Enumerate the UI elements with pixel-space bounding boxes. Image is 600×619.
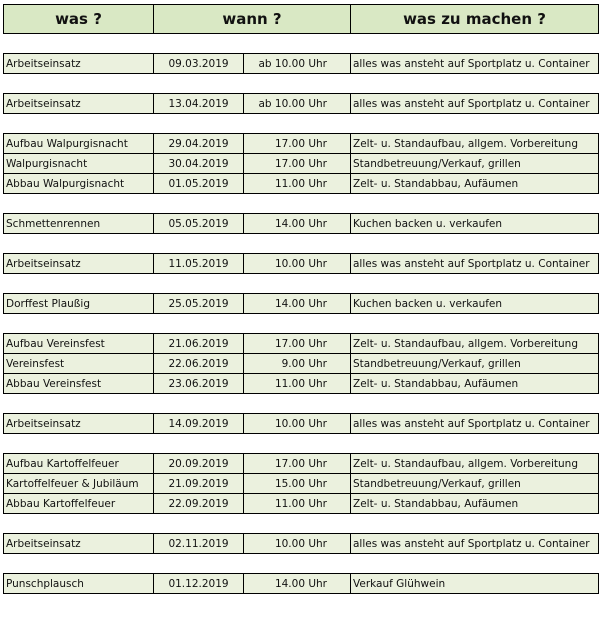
table-row <box>4 154 599 174</box>
empty-cell[interactable] <box>351 514 599 534</box>
cell-datum[interactable]: 22.06.2019 <box>154 354 244 374</box>
table-row <box>4 494 599 514</box>
empty-cell[interactable] <box>4 394 154 414</box>
table-row <box>4 254 599 274</box>
cell-was[interactable]: Punschplausch <box>4 574 154 594</box>
spacer-row <box>4 194 599 214</box>
table-row <box>4 574 599 594</box>
spacer-row <box>4 74 599 94</box>
cell-was[interactable]: Dorffest Plaußig <box>4 294 154 314</box>
table-row <box>4 534 599 554</box>
cell-datum[interactable]: 01.05.2019 <box>154 174 244 194</box>
empty-cell[interactable] <box>244 234 351 254</box>
header-was[interactable]: was ? <box>4 5 154 34</box>
empty-cell[interactable] <box>154 194 244 214</box>
empty-cell[interactable] <box>351 394 599 414</box>
header-row <box>4 5 599 34</box>
empty-cell[interactable] <box>4 114 154 134</box>
cell-aufgabe[interactable]: Zelt- u. Standaufbau, allgem. Vorbereitung <box>351 334 599 354</box>
empty-cell[interactable] <box>244 434 351 454</box>
cell-was[interactable]: Arbeitseinsatz <box>4 254 154 274</box>
cell-datum[interactable]: 22.09.2019 <box>154 494 244 514</box>
cell-datum[interactable]: 02.11.2019 <box>154 534 244 554</box>
cell-aufgabe[interactable]: alles was ansteht auf Sportplatz u. Container <box>351 414 599 434</box>
table-row <box>4 414 599 434</box>
empty-cell[interactable] <box>4 274 154 294</box>
cell-zeit[interactable]: 11.00 Uhr <box>244 174 351 194</box>
cell-zeit[interactable]: 17.00 Uhr <box>244 154 351 174</box>
empty-cell[interactable] <box>154 74 244 94</box>
empty-cell[interactable] <box>244 114 351 134</box>
table-row <box>4 354 599 374</box>
spacer-row <box>4 314 599 334</box>
empty-cell[interactable] <box>244 194 351 214</box>
cell-datum[interactable]: 11.05.2019 <box>154 254 244 274</box>
empty-cell[interactable] <box>154 394 244 414</box>
cell-aufgabe[interactable]: Standbetreuung/Verkauf, grillen <box>351 154 599 174</box>
cell-zeit[interactable]: ab 10.00 Uhr <box>244 54 351 74</box>
empty-cell[interactable] <box>154 234 244 254</box>
empty-cell[interactable] <box>351 434 599 454</box>
empty-cell[interactable] <box>4 434 154 454</box>
cell-was[interactable]: Aufbau Vereinsfest <box>4 334 154 354</box>
cell-datum[interactable]: 13.04.2019 <box>154 94 244 114</box>
cell-aufgabe[interactable]: Kuchen backen u. verkaufen <box>351 214 599 234</box>
cell-datum[interactable]: 30.04.2019 <box>154 154 244 174</box>
cell-aufgabe[interactable]: Zelt- u. Standaufbau, allgem. Vorbereitung <box>351 454 599 474</box>
cell-aufgabe[interactable]: Standbetreuung/Verkauf, grillen <box>351 354 599 374</box>
empty-cell[interactable] <box>154 34 244 54</box>
empty-cell[interactable] <box>244 554 351 574</box>
cell-aufgabe[interactable]: alles was ansteht auf Sportplatz u. Container <box>351 534 599 554</box>
spacer-row <box>4 114 599 134</box>
cell-aufgabe[interactable]: Zelt- u. Standabbau, Aufäumen <box>351 174 599 194</box>
cell-zeit[interactable]: 10.00 Uhr <box>244 414 351 434</box>
empty-cell[interactable] <box>154 554 244 574</box>
cell-was[interactable]: Vereinsfest <box>4 354 154 374</box>
cell-datum[interactable]: 29.04.2019 <box>154 134 244 154</box>
cell-was[interactable]: Walpurgisnacht <box>4 154 154 174</box>
empty-cell[interactable] <box>4 194 154 214</box>
empty-cell[interactable] <box>4 74 154 94</box>
empty-cell[interactable] <box>351 194 599 214</box>
cell-aufgabe[interactable]: Zelt- u. Standabbau, Aufäumen <box>351 374 599 394</box>
empty-cell[interactable] <box>244 34 351 54</box>
cell-aufgabe[interactable]: Zelt- u. Standabbau, Aufäumen <box>351 494 599 514</box>
table-row <box>4 374 599 394</box>
table-row <box>4 174 599 194</box>
table-row <box>4 54 599 74</box>
cell-zeit[interactable]: 9.00 Uhr <box>244 354 351 374</box>
cell-datum[interactable]: 14.09.2019 <box>154 414 244 434</box>
empty-cell[interactable] <box>154 514 244 534</box>
empty-cell[interactable] <box>351 34 599 54</box>
cell-zeit[interactable]: ab 10.00 Uhr <box>244 94 351 114</box>
cell-was[interactable]: Aufbau Kartoffelfeuer <box>4 454 154 474</box>
empty-cell[interactable] <box>154 274 244 294</box>
table-row <box>4 94 599 114</box>
cell-zeit[interactable]: 10.00 Uhr <box>244 254 351 274</box>
empty-cell[interactable] <box>4 554 154 574</box>
cell-was[interactable]: Aufbau Walpurgisnacht <box>4 134 154 154</box>
cell-datum[interactable]: 05.05.2019 <box>154 214 244 234</box>
header-was-zu-machen[interactable]: was zu machen ? <box>351 5 599 34</box>
cell-aufgabe[interactable]: alles was ansteht auf Sportplatz u. Container <box>351 254 599 274</box>
cell-was[interactable]: Arbeitseinsatz <box>4 414 154 434</box>
event-schedule-table <box>3 4 599 594</box>
spacer-row <box>4 274 599 294</box>
cell-zeit[interactable]: 14.00 Uhr <box>244 294 351 314</box>
cell-was[interactable]: Schmettenrennen <box>4 214 154 234</box>
cell-datum[interactable]: 09.03.2019 <box>154 54 244 74</box>
cell-zeit[interactable]: 11.00 Uhr <box>244 494 351 514</box>
cell-aufgabe[interactable]: alles was ansteht auf Sportplatz u. Container <box>351 94 599 114</box>
cell-zeit[interactable]: 15.00 Uhr <box>244 474 351 494</box>
table-row <box>4 214 599 234</box>
spacer-row <box>4 234 599 254</box>
cell-was[interactable]: Kartoffelfeuer & Jubiläum <box>4 474 154 494</box>
spacer-row <box>4 434 599 454</box>
cell-was[interactable]: Abbau Vereinsfest <box>4 374 154 394</box>
empty-cell[interactable] <box>154 114 244 134</box>
empty-cell[interactable] <box>351 554 599 574</box>
empty-cell[interactable] <box>351 114 599 134</box>
table-row <box>4 134 599 154</box>
spacer-row <box>4 34 599 54</box>
empty-cell[interactable] <box>244 394 351 414</box>
table-row <box>4 334 599 354</box>
empty-cell[interactable] <box>244 74 351 94</box>
cell-datum[interactable]: 20.09.2019 <box>154 454 244 474</box>
header-wann[interactable]: wann ? <box>154 5 351 34</box>
cell-was[interactable]: Abbau Walpurgisnacht <box>4 174 154 194</box>
cell-was[interactable]: Arbeitseinsatz <box>4 54 154 74</box>
cell-zeit[interactable]: 11.00 Uhr <box>244 374 351 394</box>
spacer-row <box>4 514 599 534</box>
cell-was[interactable]: Abbau Kartoffelfeuer <box>4 494 154 514</box>
empty-cell[interactable] <box>351 274 599 294</box>
cell-was[interactable]: Arbeitseinsatz <box>4 94 154 114</box>
cell-aufgabe[interactable]: Zelt- u. Standaufbau, allgem. Vorbereitung <box>351 134 599 154</box>
empty-cell[interactable] <box>244 314 351 334</box>
empty-cell[interactable] <box>351 314 599 334</box>
table-row <box>4 454 599 474</box>
cell-zeit[interactable]: 14.00 Uhr <box>244 214 351 234</box>
cell-aufgabe[interactable]: Verkauf Glühwein <box>351 574 599 594</box>
table-row <box>4 474 599 494</box>
empty-cell[interactable] <box>4 314 154 334</box>
cell-datum[interactable]: 25.05.2019 <box>154 294 244 314</box>
cell-zeit[interactable]: 17.00 Uhr <box>244 334 351 354</box>
table-row <box>4 294 599 314</box>
cell-zeit[interactable]: 17.00 Uhr <box>244 134 351 154</box>
cell-aufgabe[interactable]: alles was ansteht auf Sportplatz u. Container <box>351 54 599 74</box>
cell-datum[interactable]: 21.06.2019 <box>154 334 244 354</box>
empty-cell[interactable] <box>244 514 351 534</box>
empty-cell[interactable] <box>154 434 244 454</box>
spacer-row <box>4 554 599 574</box>
cell-zeit[interactable]: 10.00 Uhr <box>244 534 351 554</box>
empty-cell[interactable] <box>351 234 599 254</box>
spacer-row <box>4 394 599 414</box>
empty-cell[interactable] <box>4 34 154 54</box>
cell-was[interactable]: Arbeitseinsatz <box>4 534 154 554</box>
cell-aufgabe[interactable]: Kuchen backen u. verkaufen <box>351 294 599 314</box>
empty-cell[interactable] <box>4 234 154 254</box>
cell-datum[interactable]: 01.12.2019 <box>154 574 244 594</box>
cell-datum[interactable]: 23.06.2019 <box>154 374 244 394</box>
empty-cell[interactable] <box>244 274 351 294</box>
cell-zeit[interactable]: 17.00 Uhr <box>244 454 351 474</box>
cell-datum[interactable]: 21.09.2019 <box>154 474 244 494</box>
empty-cell[interactable] <box>4 514 154 534</box>
cell-zeit[interactable]: 14.00 Uhr <box>244 574 351 594</box>
empty-cell[interactable] <box>154 314 244 334</box>
cell-aufgabe[interactable]: Standbetreuung/Verkauf, grillen <box>351 474 599 494</box>
empty-cell[interactable] <box>351 74 599 94</box>
